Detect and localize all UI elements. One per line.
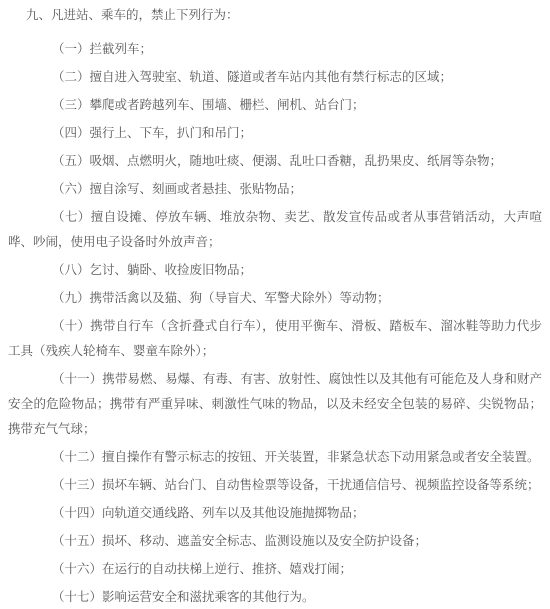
list-item-12: （十二）擅自操作有警示标志的按钮、开关装置，非紧急状态下动用紧急或者安全装置。	[52, 449, 540, 464]
list-item-2: （二）擅自进入驾驶室、轨道、隧道或者车站内其他有禁行标志的区域；	[52, 69, 453, 84]
list-item-5: （五）吸烟、点燃明火，随地吐痰、便溺、乱吐口香糖，乱扔果皮、纸屑等杂物；	[52, 153, 503, 168]
list-item-14: （十四）向轨道交通线路、列车以及其他设施抛掷物品；	[52, 505, 365, 520]
list-item-10: （十）携带自行车（含折叠式自行车），使用平衡车、滑板、踏板车、溜冰鞋等助力代步工具（残疾人轮椅车、婴童车除外）；	[8, 318, 542, 358]
list-item-6: （六）擅自涂写、刻画或者悬挂、张贴物品；	[52, 181, 303, 196]
list-item-13: （十三）损坏车辆、站台门、自动售检票等设备，干扰通信信号、视频监控设备等系统；	[52, 477, 540, 492]
list-item-1: （一）拦截列车；	[52, 41, 153, 56]
list-item-8: （八）乞讨、躺卧、收捡废旧物品；	[52, 262, 253, 277]
list-item-4: （四）强行上、下车，扒门和吊门；	[52, 125, 253, 140]
list-item-16: （十六）在运行的自动扶梯上逆行、推挤、嬉戏打闹；	[52, 561, 353, 576]
list-item-9: （九）携带活禽以及猫、狗（导盲犬、军警犬除外）等动物；	[52, 290, 390, 305]
list-item-17: （十七）影响运营安全和滋扰乘客的其他行为。	[52, 589, 315, 604]
list-item-11: （十一）携带易燃、易爆、有毒、有害、放射性、腐蚀性以及其他有可能危及人身和财产安全的危险物品；携带有严重异味、刺激性气味的物品，以及未经安全包装的易碎、尖锐物品；携带充气气球；	[8, 371, 542, 436]
prohibition-list	[8, 36, 542, 609]
list-item-7: （七）擅自设摊、停放车辆、堆放杂物、卖艺、散发宣传品或者从事营销活动，大声喧哗、吵闹，使用电子设备时外放声音；	[8, 209, 542, 249]
list-item-15: （十五）损坏、移动、遮盖安全标志、监测设施以及安全防护设备；	[52, 533, 428, 548]
list-item-3: （三）攀爬或者跨越列车、围墙、栅栏、闸机、站台门；	[52, 97, 365, 112]
section-heading: 九、凡进站、乘车的，禁止下列行为：	[26, 7, 239, 22]
